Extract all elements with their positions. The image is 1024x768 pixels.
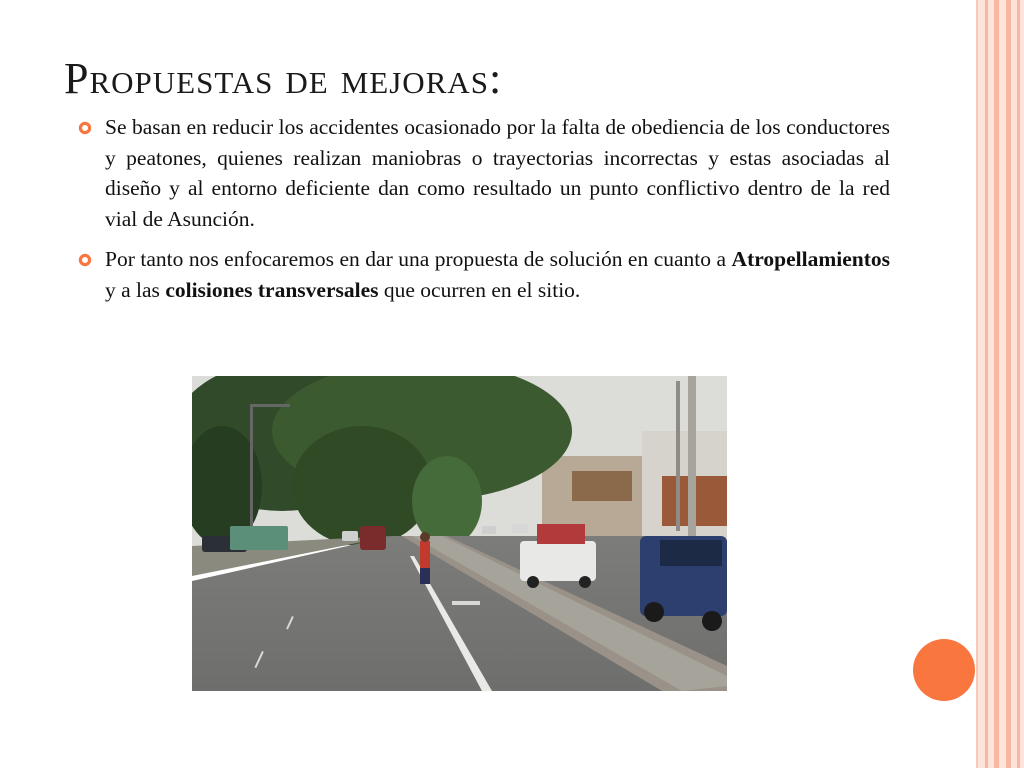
stripe — [985, 0, 988, 768]
stripe — [994, 0, 999, 768]
bullet-item-1 — [78, 112, 890, 234]
bold-term-colisiones: colisiones transversales — [165, 277, 379, 302]
decorative-stripes — [978, 0, 1024, 768]
stripe — [1006, 0, 1011, 768]
bullet-text-part: Por tanto nos enfocaremos en dar una propuesta de solución en cuanto a — [105, 247, 732, 272]
slide-title-text: Propuestas de mejoras — [64, 54, 489, 103]
stripe — [1017, 0, 1020, 768]
bullet-text — [105, 244, 890, 305]
slide-edge-line — [976, 0, 978, 768]
slide-title — [64, 54, 502, 104]
bullet-item-2 — [78, 244, 890, 305]
bullet-ring-icon — [78, 121, 92, 135]
bullet-text-part: y a las — [105, 277, 166, 302]
bullet-ring-icon — [78, 253, 92, 267]
street-photo — [192, 376, 727, 691]
bullet-text-part: que ocurren en el sitio. — [378, 277, 581, 302]
bullet-text: Se basan en reducir los accidentes ocasionado por la falta de obediencia de los conductores y peatones, quienes realizan maniobras o trayectorias incorrectas y estas asociadas al diseño y al entorno deficiente dan como resultado un punto conflictivo dentro de la red vial de Asunción. — [105, 115, 890, 231]
bold-term-atropellamientos: Atropellamientos — [731, 247, 890, 272]
slide-title-colon: : — [489, 54, 503, 103]
orange-circle-decoration — [913, 639, 975, 701]
bullet-list — [78, 112, 890, 316]
